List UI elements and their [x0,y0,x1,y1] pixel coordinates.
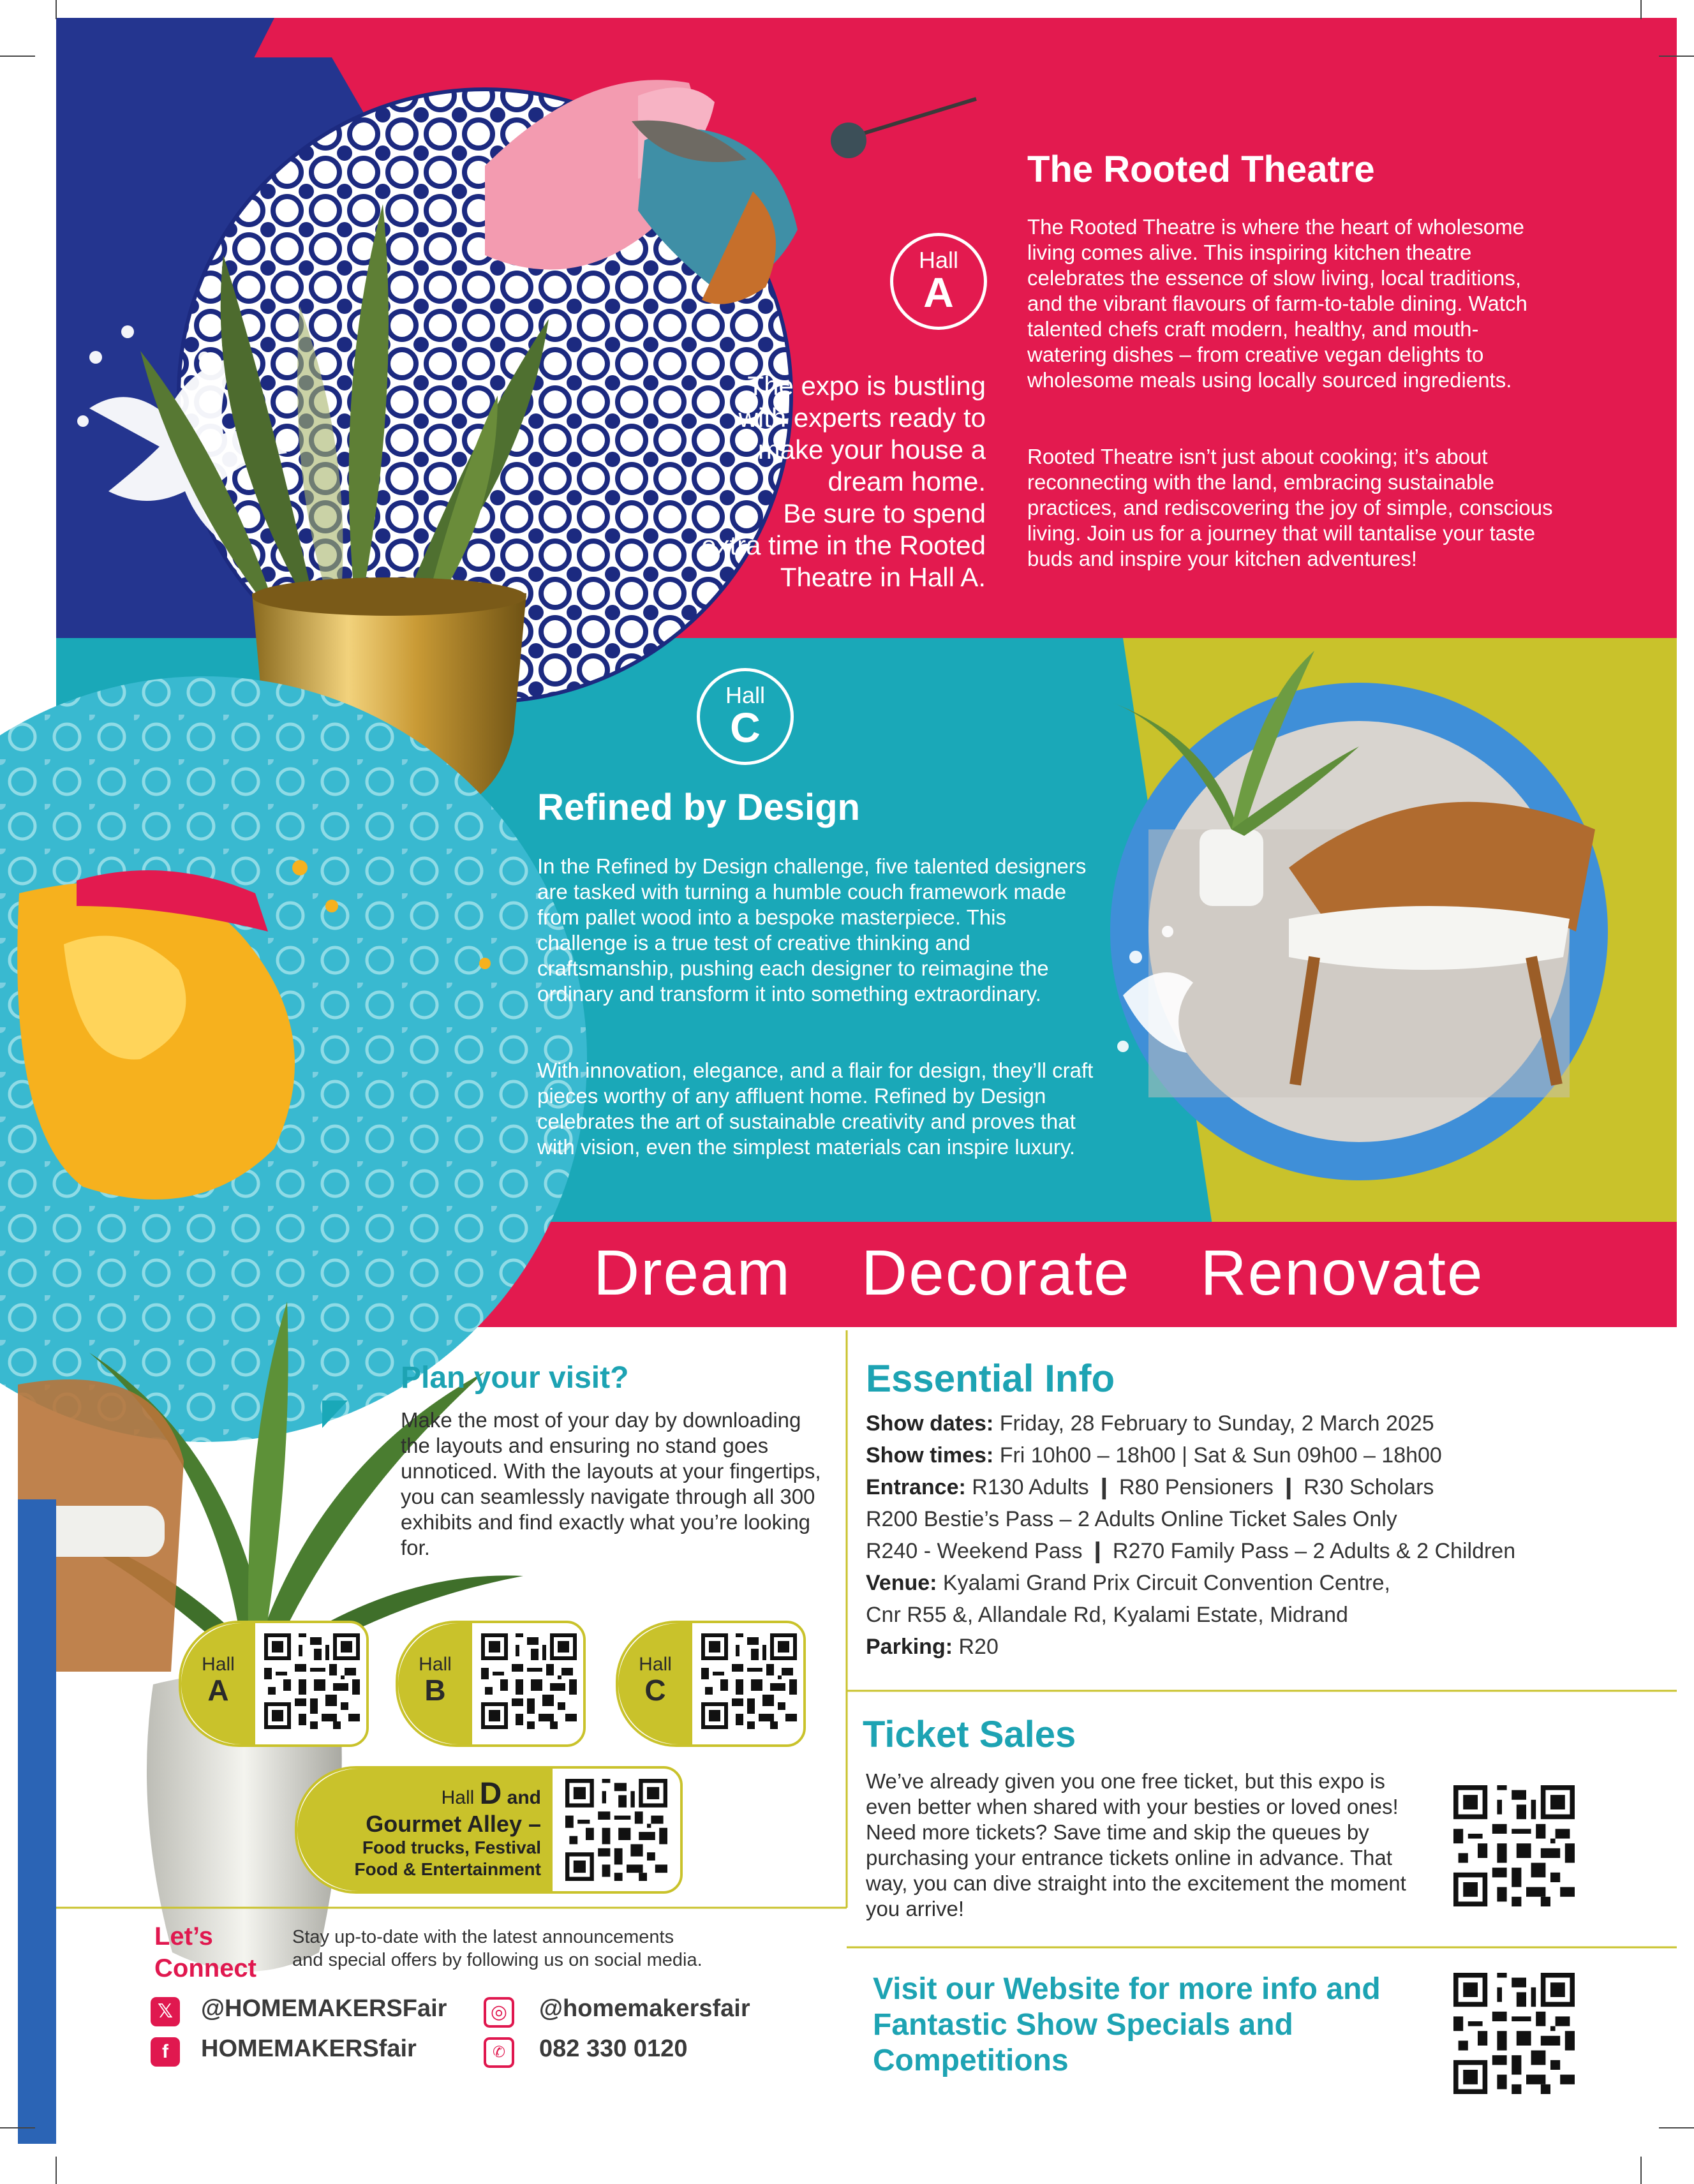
show-dates-row [866,1408,1663,1439]
hall-d-qr-pill[interactable] [295,1766,683,1894]
website-line3: Competitions [873,2044,1069,2077]
show-dates-value: Friday, 28 February to Sunday, 2 March 2025 [993,1411,1434,1436]
intro-line: make your house a [757,435,986,464]
website-line1: Visit our Website for more info and [873,1972,1381,2006]
hall-c-qr-code[interactable] [701,1633,797,1729]
lets-connect-line1: Let’s [154,1922,213,1950]
rooted-theatre-para2: Rooted Theatre isn’t just about cooking; it’s about reconnecting with the land, embracing sustainable practices, and rediscovering the joy of simple, conscious living. Join us for a journey that will tantalise your taste buds and inspire your kitchen adventures! [1027,445,1553,570]
connect-text-line2: and special offers by following us on social media. [292,1950,702,1970]
tagline-dream: Dream [593,1237,792,1309]
x-icon[interactable]: 𝕏 [151,1997,180,2026]
hall-d-letter: D [479,1777,502,1811]
tagline [593,1237,1484,1310]
bestie-row: R200 Bestie’s Pass – 2 Adults Online Ticket Sales Only [866,1507,1397,1531]
refined-by-design-title: Refined by Design [537,787,860,828]
show-times-label: Show times: [866,1443,994,1467]
intro-line: Be sure to spend [783,498,986,528]
hall-d-line3: Food trucks, Festival [362,1838,541,1857]
hall-a-qr-code[interactable] [264,1633,360,1729]
refined-by-design-para1: In the Refined by Design challenge, five talented designers are tasked with turning a humble couch framework made from pallet wood into a bespoke masterpiece. This challenge is a true test of creative thinking and craftsmanship, pushing each designer to reimagine the ordinary and transform it into something extraordinary. [537,854,1087,1006]
tagline-renovate: Renovate [1200,1237,1484,1309]
hall-d-line1 [297,1776,541,1811]
website-line2: Fantastic Show Specials and [873,2008,1293,2042]
connect-text-line1: Stay up-to-date with the latest announcements [292,1927,674,1947]
hall-a-badge-letter: A [923,269,954,316]
parking-row [866,1631,1663,1663]
facebook-handle[interactable]: HOMEMAKERSfair [201,2035,417,2062]
hall-d-line2: Gourmet Alley – [366,1811,541,1837]
hall-letter: C [644,1674,666,1707]
tagline-decorate: Decorate [861,1237,1131,1309]
refined-by-design-para2: With innovation, elegance, and a flair for design, they’ll craft pieces worthy of any affluent home. Refined by Design celebrates the art of sustainable creativity and proves that with vision, even the simplest materials can inspire luxury. [537,1059,1094,1159]
hall-c-badge [697,668,794,765]
rooted-theatre-title: The Rooted Theatre [1027,149,1375,190]
parking-label: Parking: [866,1635,953,1659]
hall-letter: B [424,1674,446,1707]
lets-connect-title [154,1920,256,1984]
hall-label: Hall [202,1654,235,1675]
hall-letter: A [207,1674,229,1707]
hall-a-badge-label: Hall [918,247,958,273]
intro-line: Theatre in Hall A. [780,562,986,592]
show-times-value: Fri 10h00 – 18h00 | Sat & Sun 09h00 – 18h00 [993,1443,1442,1467]
hall-a-badge [890,233,987,330]
hall-b-qr-code[interactable] [481,1633,577,1729]
ticket-sales-title: Ticket Sales [863,1714,1076,1755]
essential-info-title: Essential Info [866,1357,1115,1400]
show-times-row [866,1439,1663,1471]
hall-c-badge-letter: C [730,704,761,751]
hall-d-line4: Food & Entertainment [354,1859,541,1879]
facebook-icon[interactable]: f [151,2037,180,2067]
show-dates-label: Show dates: [866,1411,994,1436]
weekend-row: R240 - Weekend Pass ❙ R270 Family Pass – 2 Adults & 2 Children [866,1539,1516,1563]
website-promo[interactable] [873,1972,1381,2079]
hall-d-qr-code[interactable] [565,1779,667,1881]
hall-d-and: and [507,1787,541,1808]
hall-d-tab [297,1769,553,1891]
venue-value: Kyalami Grand Prix Circuit Convention Centre, [937,1571,1390,1595]
intro-line: extra time in the Rooted [701,530,986,560]
venue-label: Venue: [866,1571,937,1595]
rooted-theatre-para1: The Rooted Theatre is where the heart of wholesome living comes alive. This inspiring kitchen theatre celebrates the essence of slow living, local traditions, and the vibrant flavours of farm-to-table dining. Watch talented chefs craft modern, healthy, and mouth-watering dishes – from creative vegan delights to wholesome meals using locally sourced ingredients. [1027,215,1527,392]
intro-line: with experts ready to [738,403,986,433]
venue-row [866,1567,1663,1599]
hall-a-qr-pill[interactable] [179,1621,369,1747]
x-handle[interactable]: @HOMEMAKERSFair [201,1995,447,2022]
whatsapp-icon[interactable]: ✆ [484,2037,514,2068]
whatsapp-number[interactable]: 082 330 0120 [539,2035,688,2062]
connect-text [292,1926,702,1972]
intro-line: The expo is bustling [747,371,986,401]
instagram-handle[interactable]: @homemakersfair [539,1995,750,2022]
venue-address-row: Cnr R55 &, Allandale Rd, Kyalami Estate, Midrand [866,1603,1348,1627]
hall-d-small: Hall [441,1787,475,1808]
ticket-sales-text: We’ve already given you one free ticket, but this expo is even better when shared with your besties or loved ones! Need more tickets? Save time and skip the queues by purchasing your entrance tickets online in advance. That way, you can dive straight into the excitement the moment you arrive! [866,1769,1406,1920]
plan-visit-text: Make the most of your day by downloading the layouts and ensuring no stand goes unnoticed. With the layouts at your fingertips, you can seamlessly navigate through all 300 exhibits and find exactly what you’re looking for. [401,1408,821,1559]
entrance-row [866,1471,1663,1503]
lets-connect-line2: Connect [154,1954,256,1982]
parking-value: R20 [953,1635,999,1659]
entrance-value: R130 Adults ❙ R80 Pensioners ❙ R30 Scholars [965,1475,1434,1499]
essential-info-list [866,1408,1663,1663]
entrance-label: Entrance: [866,1475,966,1499]
hall-b-qr-pill[interactable] [396,1621,586,1747]
ticket-sales-qr-code[interactable] [1453,1785,1575,1906]
hall-label: Hall [419,1654,452,1675]
hall-c-badge-label: Hall [725,682,765,708]
intro-line: dream home. [828,466,986,496]
website-qr-code[interactable] [1453,1973,1575,2094]
expo-intro-text [664,370,986,593]
plan-visit-title: Plan your visit? [401,1361,629,1395]
instagram-icon[interactable]: ◎ [484,1997,514,2028]
hall-label: Hall [639,1654,672,1675]
hall-c-qr-pill[interactable] [616,1621,806,1747]
